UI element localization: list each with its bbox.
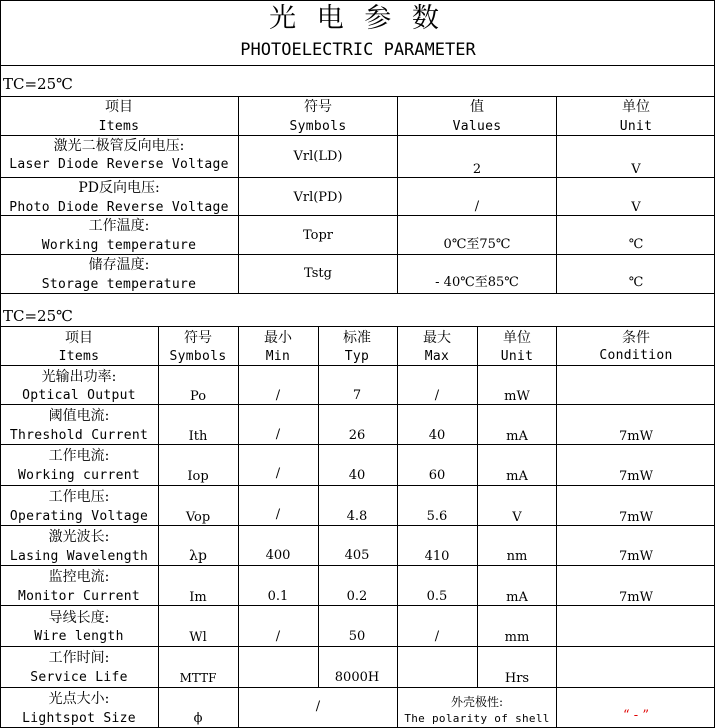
- divider: [0, 293, 715, 294]
- s1-header-symbols-cn: 符号: [304, 99, 332, 115]
- shell-polarity-cn: 外壳极性:: [450, 695, 504, 709]
- s2-row-item-cn: 监控电流:: [48, 569, 110, 585]
- divider: [0, 646, 715, 647]
- s1-header-items-en: Items: [98, 119, 140, 134]
- s2-header-condition-cn: 条件: [622, 330, 650, 346]
- s2-row-condition: 7mW: [619, 469, 653, 484]
- lightspot-size-en: Lightspot Size: [22, 711, 136, 726]
- s1-row-item-en: Storage temperature: [41, 277, 197, 292]
- s2-row-condition: 7mW: [619, 549, 653, 564]
- s1-row-item-cn: 激光二极管反向电压:: [53, 138, 185, 154]
- s2-row-max: 60: [428, 468, 446, 483]
- s2-row-max: /: [434, 629, 440, 644]
- s1-row-item-en: Laser Diode Reverse Voltage: [9, 157, 229, 172]
- s2-row-unit: mA: [506, 429, 528, 444]
- divider: [556, 96, 557, 293]
- s2-row-unit: Hrs: [504, 671, 530, 686]
- s1-row-unit: V: [631, 162, 641, 177]
- s2-row-item-en: Lasing Wavelength: [9, 549, 149, 564]
- s2-row-min: /: [275, 629, 281, 644]
- divider: [0, 525, 715, 526]
- s1-header-values-en: Values: [452, 119, 502, 134]
- s2-row-item-en: Service Life: [30, 670, 128, 685]
- s2-row-symbol: Iop: [187, 469, 209, 484]
- divider: [0, 687, 715, 688]
- s2-row-item-en: Operating Voltage: [9, 509, 149, 524]
- s2-header-symbols-cn: 符号: [184, 330, 212, 346]
- s2-header-unit-cn: 单位: [503, 330, 531, 346]
- s2-row-min: /: [275, 388, 281, 403]
- s2-row-item-cn: 阈值电流:: [48, 408, 110, 424]
- s1-row-unit: V: [631, 200, 641, 215]
- s1-row-value: /: [474, 199, 480, 214]
- divider: [0, 404, 715, 405]
- divider: [238, 96, 239, 293]
- s2-row-max: 5.6: [426, 509, 448, 524]
- s1-row-value: - 40℃至85℃: [435, 275, 519, 290]
- s1-row-item-cn: 储存温度:: [88, 257, 150, 273]
- s2-row-condition: 7mW: [619, 429, 653, 444]
- s2-row-item-cn: 工作电压:: [48, 489, 110, 505]
- divider: [0, 215, 715, 216]
- s1-row-item-en: Photo Diode Reverse Voltage: [9, 200, 229, 215]
- s2-row-item-en: Wire length: [34, 629, 124, 644]
- s1-header-unit-en: Unit: [619, 119, 653, 134]
- s2-row-item-en: Threshold Current: [9, 428, 149, 443]
- s2-header-max-cn: 最大: [423, 330, 451, 346]
- s1-row-value: 2: [472, 162, 482, 177]
- s2-header-unit-en: Unit: [500, 349, 534, 364]
- s2-row-unit: nm: [506, 549, 528, 564]
- divider: [477, 326, 478, 687]
- s2-row-condition: 7mW: [619, 590, 653, 605]
- divider: [0, 96, 715, 97]
- border-top: [0, 0, 715, 1]
- s2-row-item-cn: 导线长度:: [48, 610, 110, 626]
- s1-row-symbol: Vrl(PD): [293, 190, 343, 205]
- s2-header-symbols-en: Symbols: [169, 349, 227, 364]
- s2-header-items-cn: 项目: [65, 330, 93, 346]
- s1-header-items-cn: 项目: [105, 99, 133, 115]
- s2-header-items-en: Items: [58, 349, 100, 364]
- divider: [0, 177, 715, 178]
- s1-row-item-cn: PD反向电压:: [78, 180, 160, 196]
- s1-row-symbol: Topr: [302, 228, 334, 243]
- divider: [0, 65, 715, 66]
- divider: [397, 96, 398, 293]
- s2-row-item-en: Monitor Current: [18, 589, 140, 604]
- s2-row-item-cn: 光输出功率:: [41, 369, 117, 385]
- s1-row-unit: ℃: [628, 275, 644, 290]
- s1-row-symbol: Tstg: [304, 266, 332, 281]
- divider: [0, 254, 715, 255]
- s1-header-unit-cn: 单位: [622, 99, 650, 115]
- section2-condition: TC=25℃: [3, 307, 73, 325]
- divider: [0, 326, 715, 327]
- s2-row-max: 410: [424, 549, 450, 564]
- lightspot-size-value: /: [315, 699, 321, 714]
- s2-row-min: 0.1: [267, 589, 289, 604]
- s2-row-typ: 7: [352, 388, 362, 403]
- s1-header-values-cn: 值: [470, 99, 484, 115]
- s2-header-condition-en: Condition: [599, 348, 673, 363]
- divider: [158, 326, 159, 727]
- s1-row-unit: ℃: [628, 237, 644, 252]
- s2-row-item-cn: 工作时间:: [48, 650, 110, 666]
- lightspot-size-cn: 光点大小:: [48, 691, 110, 707]
- s2-row-symbol: Vop: [185, 510, 211, 525]
- s2-row-item-en: Optical Output: [22, 388, 136, 403]
- s2-row-symbol: Im: [189, 590, 207, 605]
- divider: [556, 326, 557, 727]
- divider: [318, 326, 319, 687]
- s2-row-item-cn: 激光波长:: [48, 529, 110, 545]
- s2-row-unit: V: [512, 510, 522, 525]
- s1-row-value: 0℃至75℃: [443, 237, 511, 252]
- s2-row-min: /: [275, 466, 281, 481]
- section1-condition: TC=25℃: [3, 75, 73, 93]
- s2-row-symbol: λp: [189, 548, 207, 564]
- title-english: PHOTOELECTRIC PARAMETER: [240, 40, 476, 60]
- s2-row-symbol: MTTF: [179, 671, 217, 685]
- divider: [238, 326, 239, 727]
- divider: [0, 565, 715, 566]
- s1-row-symbol: Vrl(LD): [293, 149, 343, 164]
- s2-header-typ-cn: 标准: [343, 330, 371, 346]
- s2-row-typ: 50: [348, 629, 366, 644]
- s2-header-typ-en: Typ: [344, 349, 370, 364]
- s2-row-condition: 7mW: [619, 510, 653, 525]
- s2-row-unit: mA: [506, 469, 528, 484]
- s2-row-unit: mW: [504, 389, 530, 404]
- s1-row-item-en: Working temperature: [41, 238, 197, 253]
- s2-row-symbol: Ith: [188, 429, 208, 444]
- s2-row-item-en: Working current: [18, 468, 140, 483]
- s2-header-max-en: Max: [424, 349, 450, 364]
- s2-row-symbol: Po: [189, 389, 207, 404]
- s2-row-symbol: Wl: [189, 630, 207, 645]
- divider: [0, 485, 715, 486]
- s2-row-typ: 8000H: [334, 670, 380, 685]
- s1-header-symbols-en: Symbols: [289, 119, 347, 134]
- title-chinese: 光 电 参 数: [269, 3, 445, 34]
- s2-row-unit: mm: [504, 630, 530, 645]
- s2-row-typ: 40: [348, 468, 366, 483]
- divider: [0, 135, 715, 136]
- s2-row-min: 400: [265, 548, 291, 563]
- s2-row-max: 0.5: [426, 589, 448, 604]
- divider: [0, 365, 715, 366]
- s2-row-unit: mA: [506, 590, 528, 605]
- divider: [397, 326, 398, 727]
- s2-row-min: /: [275, 427, 281, 442]
- s2-row-max: /: [434, 388, 440, 403]
- shell-polarity-value: “ - ”: [623, 708, 649, 723]
- s1-row-item-cn: 工作温度:: [88, 218, 150, 234]
- shell-polarity-en: The polarity of shell: [404, 712, 550, 725]
- border-left: [0, 0, 1, 728]
- s2-row-max: 40: [428, 428, 446, 443]
- s2-row-typ: 405: [344, 548, 370, 563]
- s2-row-min: /: [275, 507, 281, 522]
- divider: [0, 444, 715, 445]
- divider: [0, 605, 715, 606]
- s2-row-item-cn: 工作电流:: [48, 448, 110, 464]
- s2-row-typ: 26: [348, 428, 366, 443]
- s2-row-typ: 4.8: [346, 509, 368, 524]
- s2-row-typ: 0.2: [346, 589, 368, 604]
- s2-header-min-en: Min: [265, 349, 291, 364]
- s2-header-min-cn: 最小: [264, 330, 292, 346]
- lightspot-size-symbol: ϕ: [193, 711, 203, 726]
